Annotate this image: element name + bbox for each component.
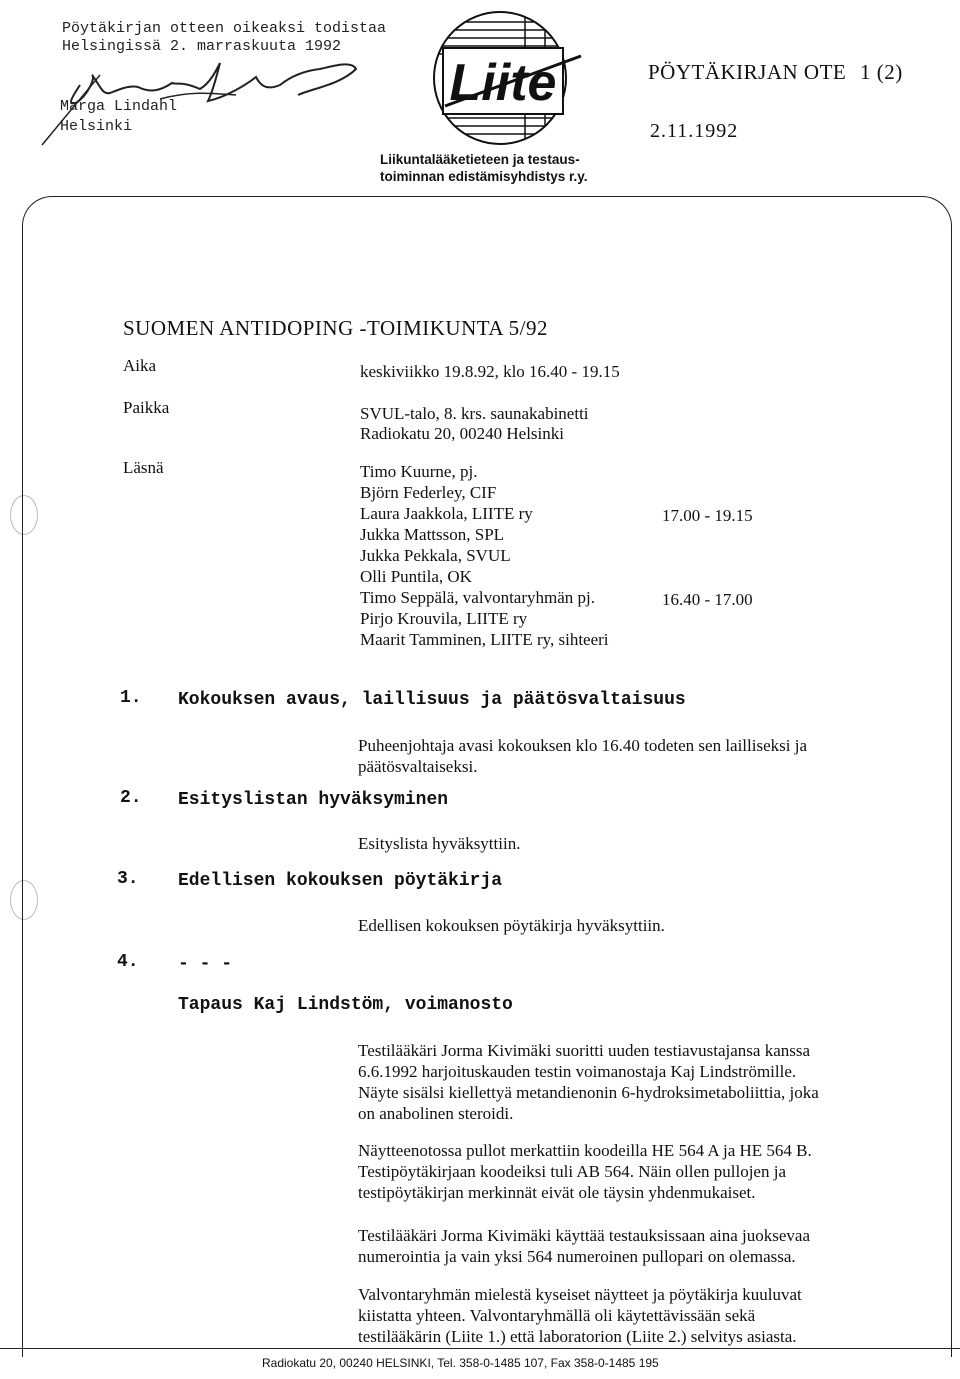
attendee-name: Pirjo Krouvila, LIITE ry xyxy=(360,609,528,628)
logo-text: Liite xyxy=(449,54,557,112)
attendee-time: 16.40 - 17.00 xyxy=(662,590,753,609)
text-line: Testilääkäri Jorma Kivimäki käyttää testauksissaan aina juoksevaa xyxy=(358,1226,810,1245)
text-line: Testilääkäri Jorma Kivimäki suoritti uuden testiavustajansa kanssa xyxy=(358,1041,811,1060)
attendee-list xyxy=(360,462,800,651)
section-1-title: Kokouksen avaus, laillisuus ja päätösvaltaisuus xyxy=(178,690,686,710)
case-paragraph-2 xyxy=(358,1140,918,1203)
section-3-number: 3. xyxy=(117,869,139,889)
paikka-label: Paikka xyxy=(123,398,170,417)
org-name-line-1: Liikuntalääketieteen ja testaus- xyxy=(380,152,580,167)
text-line: testipöytäkirjan merkinnät eivät ole täysin yhdenmukaiset. xyxy=(358,1183,756,1202)
attendee-name: Maarit Tamminen, LIITE ry, sihteeri xyxy=(360,630,609,649)
attendee-name: Timo Kuurne, pj. xyxy=(360,462,478,481)
attendee-row xyxy=(360,567,800,588)
certification-line-2: Helsingissä 2. marraskuuta 1992 xyxy=(62,38,342,55)
text-line: Näyte sisälsi kiellettyä metandienonin 6-hydroksimetaboliittia, joka xyxy=(358,1083,819,1102)
text-line: päätösvaltaiseksi. xyxy=(358,757,478,776)
doc-type xyxy=(648,60,903,85)
aika-value: keskiviikko 19.8.92, klo 16.40 - 19.15 xyxy=(360,362,620,381)
signer-city: Helsinki xyxy=(60,118,133,135)
liite-logo xyxy=(385,8,615,148)
attendee-name: Jukka Pekkala, SVUL xyxy=(360,546,511,565)
text-line: Testipöytäkirjaan koodeiksi tuli AB 564. Näin ollen pullojen ja xyxy=(358,1162,786,1181)
attendee-row xyxy=(360,609,800,630)
attendee-name: Björn Federley, CIF xyxy=(360,483,497,502)
page-title: SUOMEN ANTIDOPING -TOIMIKUNTA 5/92 xyxy=(123,316,549,340)
case-paragraph-1 xyxy=(358,1040,918,1124)
case-paragraph-3 xyxy=(358,1225,918,1267)
text-line: testilääkärin (Liite 1.) että laboratorion (Liite 2.) selvitys asiasta. xyxy=(358,1327,797,1346)
text-line: Valvontaryhmän mielestä kyseiset näytteet ja pöytäkirja kuuluvat xyxy=(358,1285,802,1304)
case-title: Tapaus Kaj Lindstöm, voimanosto xyxy=(178,995,513,1015)
paikka-line-1: SVUL-talo, 8. krs. saunakabinetti xyxy=(360,404,589,423)
text-line: Näytteenotossa pullot merkattiin koodeilla HE 564 A ja HE 564 B. xyxy=(358,1141,812,1160)
footer-address: Radiokatu 20, 00240 HELSINKI, Tel. 358-0-1485 107, Fax 358-0-1485 195 xyxy=(262,1356,659,1370)
section-4-number: 4. xyxy=(117,952,139,972)
text-line: 6.6.1992 harjoituskauden testin voimanostaja Kaj Lindströmille. xyxy=(358,1062,797,1081)
footer-rule xyxy=(0,1348,960,1349)
org-name-line-2: toiminnan edistämisyhdistys r.y. xyxy=(380,169,588,184)
text-line: on anabolinen steroidi. xyxy=(358,1104,514,1123)
text-line: numerointia ja vain yksi 564 numeroinen pullopari on olemassa. xyxy=(358,1247,796,1266)
section-1-number: 1. xyxy=(120,688,142,708)
section-3-title: Edellisen kokouksen pöytäkirja xyxy=(178,871,503,891)
attendee-name: Olli Puntila, OK xyxy=(360,567,472,586)
attendee-name: Timo Seppälä, valvontaryhmän pj. xyxy=(360,588,595,607)
section-2-number: 2. xyxy=(120,788,142,808)
paikka-line-2: Radiokatu 20, 00240 Helsinki xyxy=(360,424,564,443)
attendee-time: 17.00 - 19.15 xyxy=(662,506,753,525)
signer-name: Marga Lindahl xyxy=(60,98,178,115)
attendee-name: Laura Jaakkola, LIITE ry xyxy=(360,504,533,523)
attendee-name: Jukka Mattsson, SPL xyxy=(360,525,505,544)
page-indicator: 1 (2) xyxy=(860,60,903,84)
aika-label: Aika xyxy=(123,356,157,375)
text-line: kiistatta yhteen. Valvontaryhmällä oli käytettävissään sekä xyxy=(358,1306,756,1325)
doc-type-label: PÖYTÄKIRJAN OTE xyxy=(648,60,847,84)
attendee-row xyxy=(360,630,800,651)
section-4-title: - - - xyxy=(178,954,233,974)
text-line: Esityslista hyväksyttiin. xyxy=(358,834,521,853)
attendee-row xyxy=(360,462,800,483)
attendee-row xyxy=(360,588,800,609)
lasna-label: Läsnä xyxy=(123,458,164,477)
section-3-text xyxy=(358,915,918,936)
doc-date: 2.11.1992 xyxy=(650,120,739,142)
text-line: Puheenjohtaja avasi kokouksen klo 16.40 todeten sen lailliseksi ja xyxy=(358,736,807,755)
section-2-text xyxy=(358,833,918,854)
section-2-title: Esityslistan hyväksyminen xyxy=(178,790,449,810)
attendee-row xyxy=(360,546,800,567)
certification-line-1: Pöytäkirjan otteen oikeaksi todistaa xyxy=(62,20,387,37)
section-1-text xyxy=(358,735,918,777)
attendee-row xyxy=(360,525,800,546)
attendee-row xyxy=(360,504,800,525)
text-line: Edellisen kokouksen pöytäkirja hyväksyttiin. xyxy=(358,916,665,935)
case-paragraph-4 xyxy=(358,1284,918,1347)
attendee-row xyxy=(360,483,800,504)
